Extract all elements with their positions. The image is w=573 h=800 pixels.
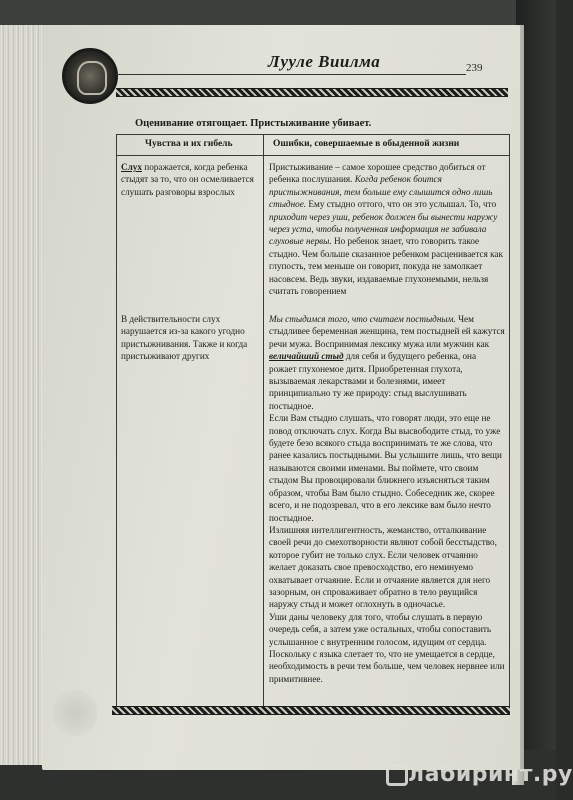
table-cell-left-hearing	[121, 161, 259, 198]
table-cell-left-shame: В действительности слух нарушается из-за какого угодно пристыжнивания. Также и когда пристыживают других	[121, 314, 248, 362]
text-run: Ему стыдно оттого, что он это услышал. То, что	[306, 199, 497, 210]
text-run: приходит через уши, ребенок должен бы вынести наружу через уста, чтобы полученная информация не забивала слуховые нервы.	[269, 211, 498, 247]
table-cell-right-shame	[269, 313, 505, 685]
labirint-logo-icon	[386, 764, 408, 786]
column-divider	[263, 135, 264, 711]
column-header-errors: Ошибки, совершаемые в обыденной жизни	[273, 139, 460, 149]
emblem-figure	[77, 61, 107, 95]
book-page	[42, 25, 520, 770]
text-run: величайший стыд	[269, 351, 344, 362]
text-run: Чем стыдливее беременная женщина, тем постыдней ей кажутся речи мужа. Воспринимая лексику мужа или мужчин как	[269, 314, 505, 349]
page-title: Лууле Виилма	[268, 52, 381, 71]
text-run: Уши даны человеку для того, чтобы слушать в первую очередь себя, а затем уже остальных, чтобы сопоставить услышанное с внутренним голосом, идущим от сердца. Поскольку с языка слетает то, что не умещается в сердце, необходимость в речи тем больше, чем человек нервнее или примитивнее.	[269, 611, 505, 684]
library-stamp	[52, 690, 98, 736]
header-rule	[116, 74, 466, 75]
section-heading: Оценивание отягощает. Пристыживание убивает.	[135, 118, 372, 129]
column-header-feelings: Чувства и их гибель	[145, 139, 233, 149]
content-table	[116, 134, 510, 710]
table-cell-right-shaming	[269, 161, 505, 297]
cell-text: поражается, когда ребенка стыдят за то, что он осмеливается слушать разговоры взрослых	[121, 162, 254, 197]
text-run: Но ребенок знает, что говорить такое стыдно. Чем больше сказанное ребенком расценивается как глупость, тем меньше он говорит, покуда не замолкает насовсем. Ведь звуки, издаваемые глухонемыми, нельзя считать говорением	[269, 236, 503, 297]
header-row-rule	[117, 155, 509, 156]
watermark: лабиринт.ру	[408, 762, 573, 787]
cell-lead-word: Слух	[121, 162, 142, 172]
text-run: Когда ребенок боится пристыжнивания, тем больше ему слышится одно лишь стыдное.	[269, 174, 493, 210]
emblem-icon	[62, 48, 118, 104]
text-run: для себя и будущего ребенка, она рожает глухонемое дитя. Приобретенная глухота, вызываемая лекарствами и болезнями, имеет принципиально ту же природу: стыд выслушивать постыдное.	[269, 351, 477, 411]
header-braid-ornament	[116, 88, 508, 97]
page-header	[62, 48, 496, 114]
text-run: Мы стыдимся того, что считаем постыдным.	[269, 314, 456, 324]
text-run: Пристыживание – самое хорошее средство добиться от ребенка послушания.	[269, 162, 486, 185]
text-run: Если Вам стыдно слушать, что говорят люди, это еще не повод отключать слух. Когда Вы высвободите стыд, то уже будете безо всякого стыда воспринимать те же слова, что ранее казались постыдными. Вы услышите лишь, что вещи называются своими именами. Вы поймете, что своим стыдом Вы провоцировали ближнего изъясняться таким образом, чтобы Вам было стыдно. Собеседник же, скорее всего, и не подозревал, что в его лексике вам было нечто постыдное.	[269, 413, 502, 523]
text-run: Излишняя интеллигентность, жеманство, отталкивание своей речи до смехотворности являют собой бесстыдство, которое губит не только слух. Если человек отчаянно желает доказать свое превосходство, его неминуемо охватывает отчаяние. Если и отчаяние является для него зазорным, он спроваживает обратно в тело рвущийся наружу стыд и может оглохнуть в одночасье.	[269, 524, 497, 610]
page-number: 239	[466, 62, 483, 74]
footer-braid-ornament	[112, 706, 510, 715]
